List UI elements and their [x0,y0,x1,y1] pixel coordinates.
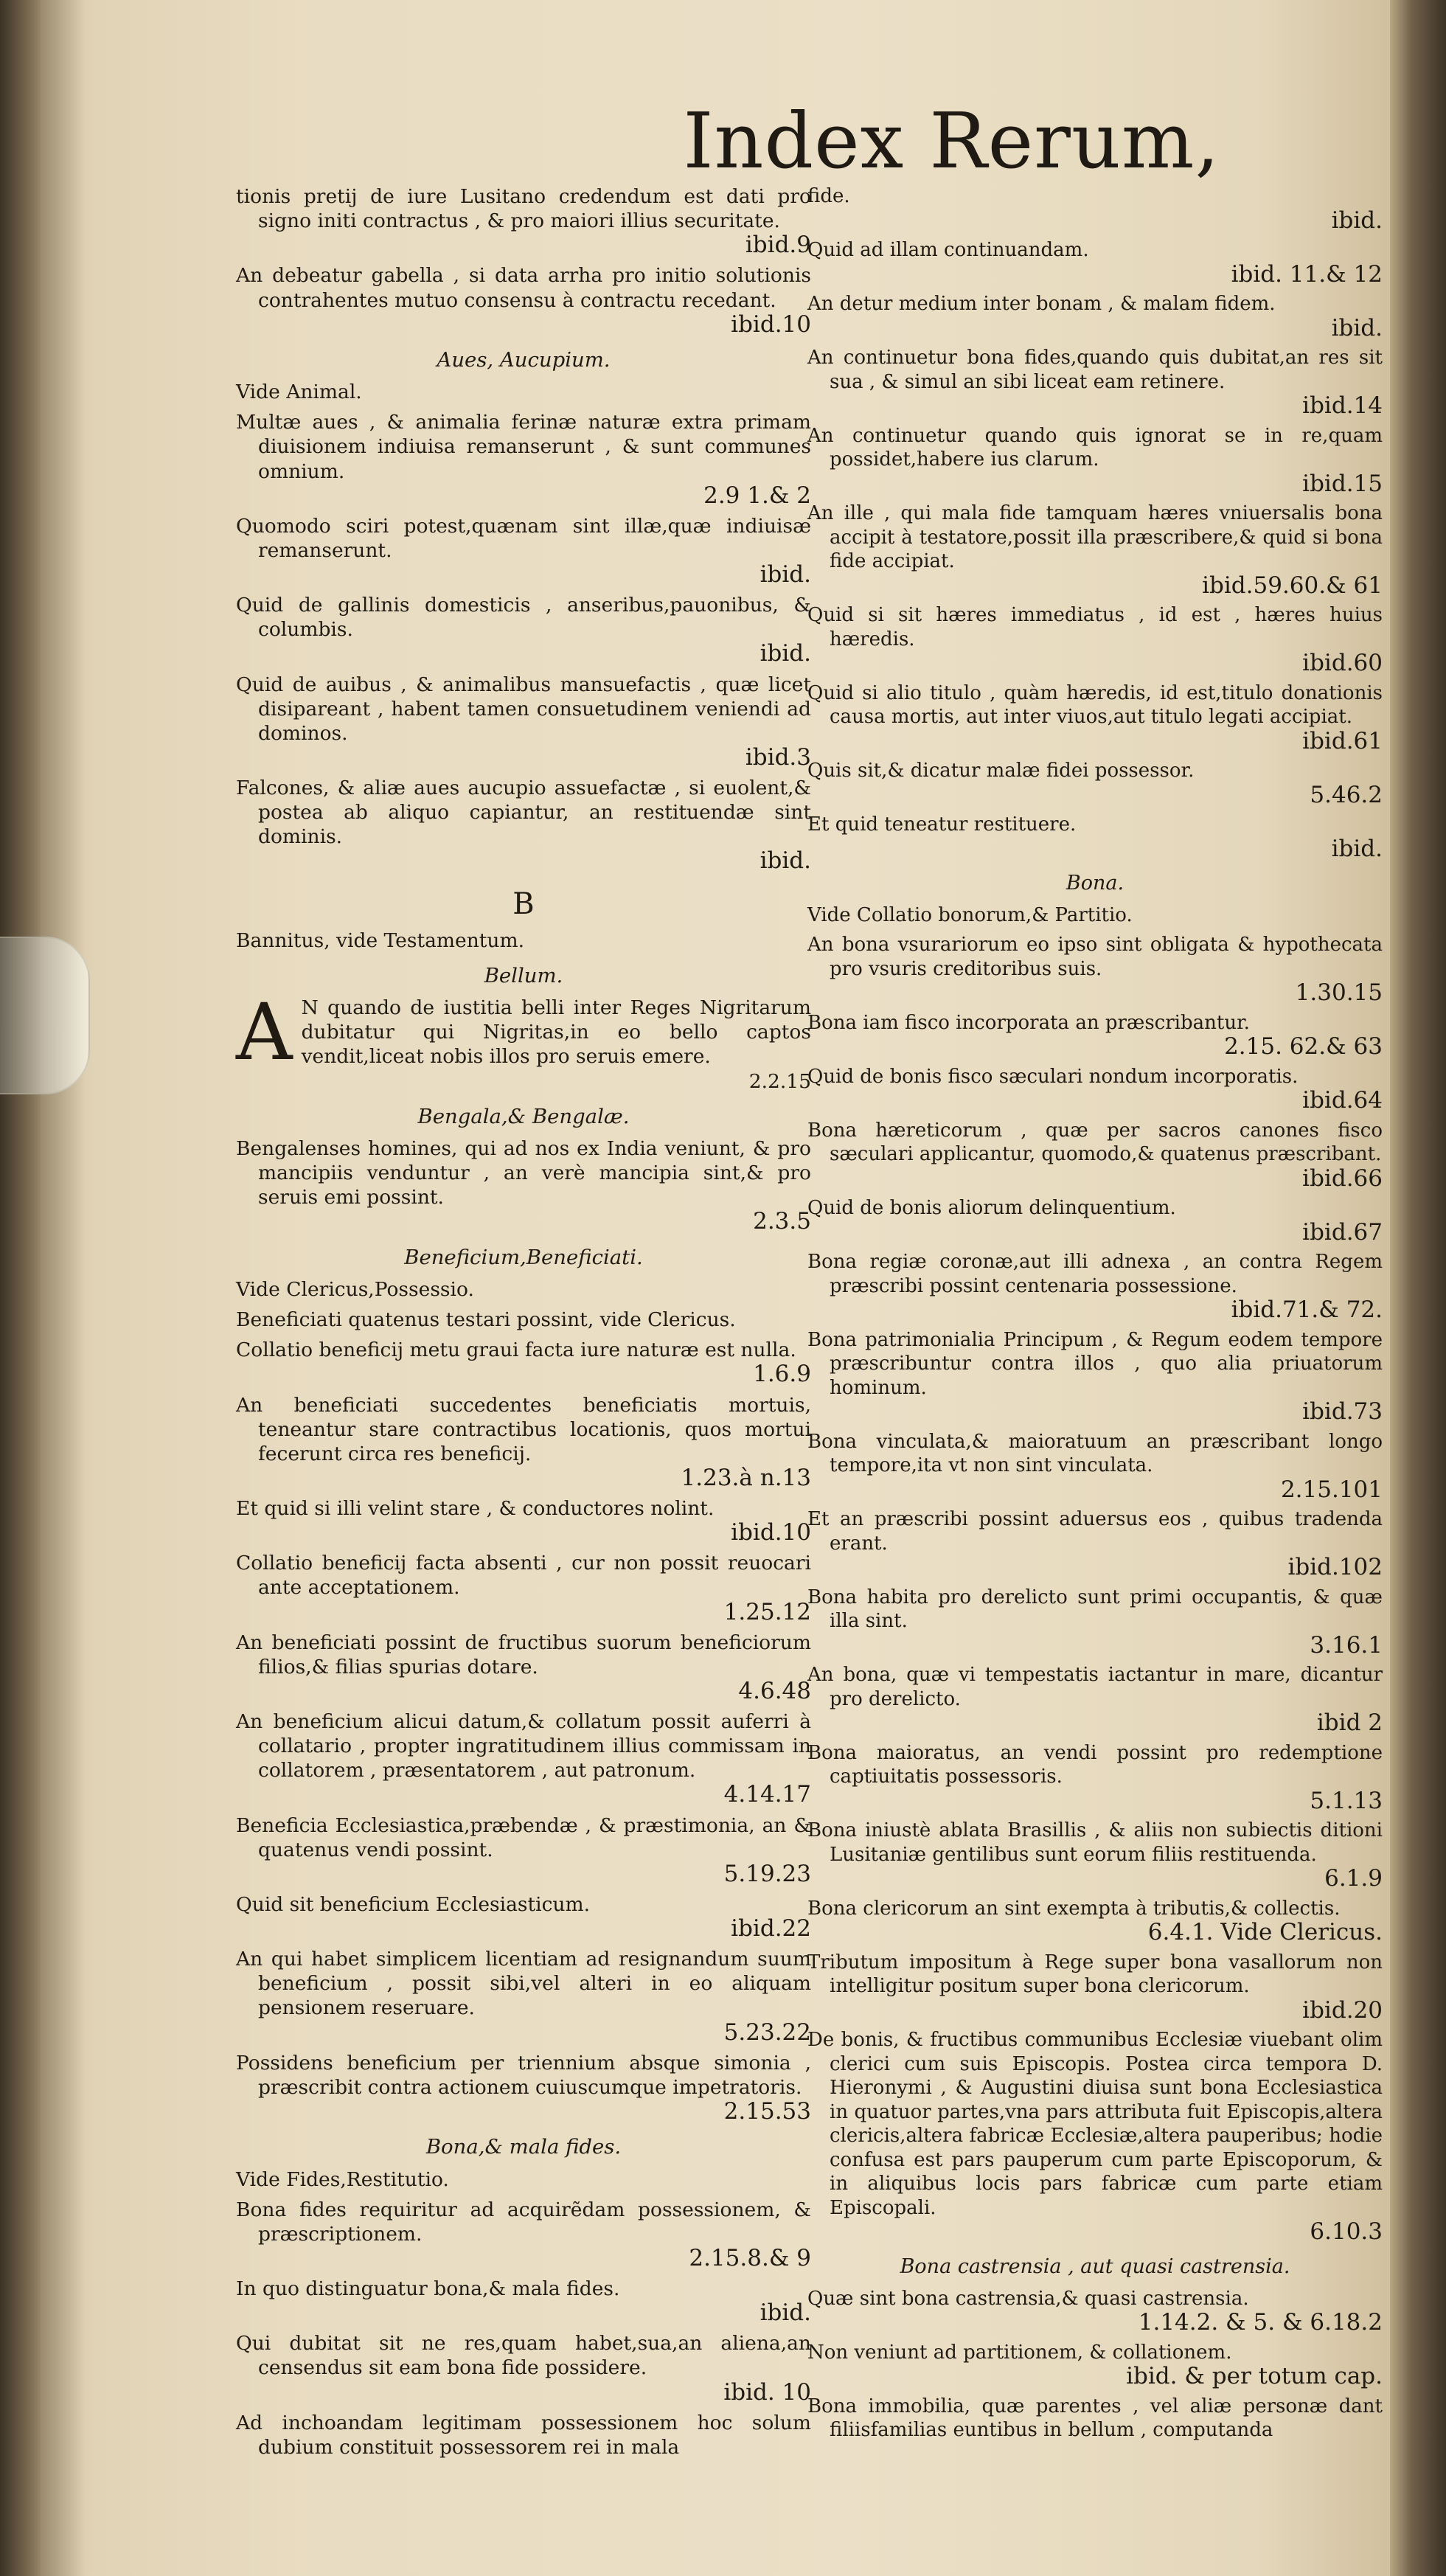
entry-text: Collatio beneficij facta absenti , cur non possit reuocari ante acceptationem. [236,1552,811,1600]
index-entry [807,501,1383,597]
index-entry [807,1897,1383,1945]
alphabet-letter: B [512,886,535,921]
index-entry [236,776,811,874]
entry-text: Quis sit,& dicatur malæ fidei possessor. [807,760,1195,782]
index-entry [236,593,811,666]
entry-reference: 2.15. 62.& 63 [1224,1033,1383,1060]
index-entry [807,1196,1383,1244]
entry-text: De bonis, & fructibus communibus Ecclesiæ viuebant olim clerici cum suis Episcopis. Postea circa tempora D. Hieronymi , & Augustini diuisa sunt bona Ecclesiastica in quatuor partes,vna pars attributa fuit Episcopis,altera clericis,altera fabricæ Ecclesiæ,altera pauperibus; hodie confusa est pars pauperum cum parte Episcoporum, & in aliquibus locis pars fabricæ cum parte etiam Episcopali. [807,2029,1383,2219]
entry-reference: ibid. [1331,835,1383,862]
index-entry [807,1819,1383,1891]
section-heading: Bona castrensia , aut quasi castrensia. [900,2254,1290,2278]
index-entry [236,1892,811,1941]
index-entry [807,1011,1383,1059]
entry-reference: ibid.10 [731,1519,811,1546]
entry-text: N quando de iustitia belli inter Reges Nigritarum dubitatur qui Nigritas,in eo bello captos vendit,liceat nobis illos pro seruis emere. [301,996,811,1069]
index-entry [807,603,1383,676]
entry-reference: ibid.66 [1302,1164,1383,1192]
entry-text: An debeatur gabella , si data arrha pro initio solutionis contrahentes mutuo consensu à contractu recedant. [236,264,811,312]
index-entry [807,346,1383,418]
entry-reference: ibid.14 [1302,392,1383,419]
entry-reference: 2.15.8.& 9 [689,2244,811,2271]
entry-text: Falcones, & aliæ aues aucupio assuefactæ , si euolent,& postea ab aliquo capiantur, an restituendæ sint dominis. [236,777,811,849]
page-fore-edge [1390,0,1446,2576]
entry-reference: ibid.102 [1287,1554,1383,1581]
entry-text: fide. [807,185,850,207]
index-entry [807,681,1383,754]
entry-text: Bona clericorum an sint exempta à tributis,& collectis. [807,1897,1341,1920]
entry-text: Beneficiati quatenus testari possint, vide Clericus. [236,1308,736,1332]
entry-text: Bona regiæ coronæ,aut illi adnexa , an contra Regem præscribi possint centenaria possessione. [807,1251,1383,1297]
entry-text: Bona iam fisco incorporata an præscribantur. [807,1011,1250,1034]
index-entry [236,2331,811,2404]
entry-reference: ibid. 10 [723,2378,811,2406]
entry-text: Et quid teneatur restituere. [807,813,1077,836]
entry-text: Bona habita pro derelicto sunt primi occupantis, & quæ illa sint. [807,1586,1383,1633]
entry-text: Multæ aues , & animalia ferinæ naturæ extra primam diuisionem indiuisa remanserunt , & sunt communes omnium. [236,411,811,483]
entry-reference: 1.14.2. & 5. & 6.18.2 [1138,2309,1383,2336]
page-clip [0,937,90,1094]
entry-text: Quid ad illam continuandam. [807,239,1089,261]
entry-text: Bona fides requiritur ad acquirẽdam possessionem, & præscriptionem. [236,2198,811,2246]
index-entry [807,2028,1383,2244]
entry-text: An detur medium inter bonam , & malam fidem. [807,293,1276,315]
entry-reference: ibid. [1331,206,1383,234]
entry-text: Quid de bonis aliorum delinquentium. [807,1197,1176,1220]
index-entry [807,292,1383,340]
index-entry [807,424,1383,496]
entry-text: An beneficium alicui datum,& collatum possit auferri à collatario , propter ingratitudinem illius commissam in collatorem , præsentatorem , aut patronum. [236,1710,811,1782]
index-entry [807,1119,1383,1191]
index-entry [807,1065,1383,1113]
entry-text: Ad inchoandam legitimam possessionem hoc solum dubium constituit possessorem rei in mala [236,2411,811,2459]
section-heading: Bengala,& Bengalæ. [417,1104,630,1128]
entry-reference: 1.25.12 [723,1598,811,1625]
entry-reference: 1.23.à n.13 [681,1464,811,1491]
entry-reference: ibid. [760,2299,811,2327]
index-column-right [807,184,1383,2448]
entry-reference: 2.2.15 [748,1069,811,1093]
index-entry [807,759,1383,807]
index-entry [236,184,811,257]
entry-text: Quid de auibus , & animalibus mansuefactis , quæ licet disipareant , habent tamen consuetudinem veniendi ad dominos. [236,673,811,745]
entry-reference: ibid. [760,847,811,875]
entry-text: Quid de gallinis domesticis , anseribus,pauonibus, & columbis. [236,594,811,642]
index-entry [807,1741,1383,1813]
entry-reference: 2.3.5 [753,1208,811,1235]
entry-text: Collatio beneficij metu graui facta iure naturæ est nulla. [236,1339,796,1362]
index-entry [236,263,811,336]
entry-reference: ibid. [760,640,811,667]
entry-text: Bona vinculata,& maioratuum an præscribant longo tempore,ita vt non sint vinculata. [807,1430,1383,1477]
cross-reference: Bannitus, vide Testamentum. [236,928,525,952]
entry-reference: ibid.60 [1302,650,1383,676]
index-entry [807,2341,1383,2389]
entry-reference: ibid.3 [745,743,811,771]
entry-text: An qui habet simplicem licentiam ad resignandum suum beneficium , possit sibi,vel alteri in eo aliquam pensionem reseruare. [236,1948,811,2020]
entry-reference: ibid. 11.& 12 [1231,260,1383,288]
entry-text: Et an præscribi possint aduersus eos , quibus tradenda erant. [807,1508,1383,1555]
entry-reference: 5.1.13 [1310,1787,1383,1814]
entry-text: Quid si sit hæres immediatus , id est , hæres huius hæredis. [807,604,1383,650]
index-entry [236,1496,811,1545]
index-entry [807,933,1383,1005]
index-entry [236,2411,811,2459]
entry-reference: ibid.64 [1302,1087,1383,1114]
entry-text: Qui dubitat sit ne res,quam habet,sua,an aliena,an censendus sit eam bona fide possidere. [236,2332,811,2380]
entry-reference: 4.6.48 [738,1677,811,1704]
entry-text: Bona iniustè ablata Brasillis , & aliis non subiectis ditioni Lusitaniæ gentilibus sunt eorum filiis restituenda. [807,1819,1383,1866]
index-entry [807,184,1383,232]
drop-cap-letter: A [236,987,293,1078]
index-entry [807,2395,1383,2443]
section-heading: Bona. [1066,872,1125,895]
index-entry [807,1430,1383,1502]
entry-text: Non veniunt ad partitionem, & collationem. [807,2341,1232,2364]
index-entry [236,1947,811,2045]
entry-reference: ibid 2 [1316,1709,1383,1737]
entry-text: In quo distinguatur bona,& mala fides. [236,2277,620,2301]
entry-reference: 2.15.53 [723,2097,811,2125]
index-entry [236,1631,811,1704]
entry-text: Et quid si illi velint stare , & conductores nolint. [236,1497,715,1521]
entry-reference: ibid. [760,561,811,589]
entry-reference: ibid.10 [731,310,811,338]
entry-reference: 1.30.15 [1295,979,1383,1007]
index-entry [236,987,811,1094]
index-entry [807,1507,1383,1580]
entry-reference: 5.19.23 [723,1860,811,1887]
section-heading: Bellum. [484,963,563,987]
entry-reference: 3.16.1 [1310,1631,1383,1659]
entry-reference: ibid.59.60.& 61 [1202,572,1383,599]
entry-text: Quid si alio titulo , quàm hæredis, id est,titulo donationis causa mortis, aut inter viuos,aut titulo legati accipiat. [807,681,1383,728]
entry-reference: 6.1.9 [1324,1865,1383,1892]
page-header [0,96,1446,186]
entry-reference: ibid. [1331,314,1383,341]
index-column-left [236,184,811,2465]
cross-reference: Vide Clericus,Possessio. [236,1278,474,1302]
entry-text: An continuetur bona fides,quando quis dubitat,an res sit sua , & simul an sibi liceat eam retinere. [807,347,1383,393]
index-entry [807,1586,1383,1658]
entry-text: Quid de bonis fisco sæculari nondum incorporatis. [807,1065,1299,1088]
gutter-shadow [41,0,85,2576]
entry-text: Quid sit beneficium Ecclesiasticum. [236,1892,591,1916]
index-entry [807,1250,1383,1322]
entry-reference: ibid.71.& 72. [1231,1296,1383,1324]
index-entry [236,1709,811,1808]
entry-text: An ille , qui mala fide tamquam hæres vniuersalis bona accipit à testatore,possit illa præscribere,& quid si bona fide accipiat. [807,502,1383,572]
entry-text: An bona, quæ vi tempestatis iactantur in mare, dicantur pro derelicto. [807,1664,1383,1710]
index-entry [807,1663,1383,1735]
entry-text: Bona immobilia, quæ parentes , vel aliæ personæ dant filiisfamilias euntibus in bellum , computanda [807,2395,1383,2442]
entry-text: An bona vsurariorum eo ipso sint obligata & hypothecata pro vsuris creditoribus suis. [807,934,1383,980]
index-entry [807,1328,1383,1424]
entry-reference: ibid.22 [731,1915,811,1943]
index-entry [236,2277,811,2325]
entry-reference: ibid.61 [1302,727,1383,754]
page-title: Index Rerum, [683,96,1220,186]
entry-text: An beneficiati possint de fructibus suorum beneficiorum filios,& filias spurias dotare. [236,1631,811,1678]
index-entry [236,673,811,771]
section-heading: Aues, Aucupium. [437,347,611,372]
entry-reference: ibid. & per totum cap. [1126,2363,1383,2390]
entry-reference: 5.23.22 [723,2018,811,2046]
cross-reference: Vide Animal. [236,381,362,404]
entry-reference: ibid.67 [1302,1218,1383,1246]
entry-reference: ibid.20 [1302,1996,1383,2024]
index-entry [236,2051,811,2124]
index-entry [236,1551,811,1624]
entry-text: An beneficiati succedentes beneficiatis mortuis, teneantur stare contractibus locationis, quos mortui fecerunt circa res beneficij. [236,1393,811,1465]
index-entry [236,1393,811,1491]
index-entry [807,238,1383,286]
section-heading: Bona,& mala fides. [425,2135,622,2159]
index-entry [236,514,811,587]
entry-text: Bona patrimonialia Principum , & Regum eodem tempore præscribuntur contra illos , quo alia priuatorum hominum. [807,1328,1383,1399]
entry-text: Beneficia Ecclesiastica,præbendæ , & præstimonia, an & quatenus vendi possint. [236,1813,811,1861]
index-entry [236,2198,811,2271]
entry-text: Bona maioratus, an vendi possint pro redemptione captiuitatis possessoris. [807,1741,1383,1788]
section-heading: Beneficium,Beneficiati. [404,1245,643,1269]
entry-text: Quomodo sciri potest,quænam sint illæ,quæ indiuisæ remanserunt. [236,514,811,562]
index-entry [807,2287,1383,2335]
entry-reference: 2.9 1.& 2 [703,482,811,509]
entry-reference: 6.10.3 [1310,2218,1383,2246]
entry-reference: ibid.15 [1302,470,1383,497]
entry-text: Tributum impositum à Rege super bona vasallorum non intelligitur positum super bona clericorum. [807,1951,1383,1998]
entry-text: Bona hæreticorum , quæ per sacros canones fisco sæculari applicantur, quomodo,& quatenus præscribant. [807,1119,1383,1166]
index-entry [236,410,811,508]
entry-reference: 6.4.1. Vide Clericus. [1147,1919,1383,1946]
entry-reference: ibid.73 [1302,1398,1383,1426]
index-entry [236,1136,811,1235]
index-entry [236,1338,811,1386]
index-entry [807,1951,1383,2023]
entry-text: tionis pretij de iure Lusitano credendum est dati pro signo initi contractus , & pro maiori illius securitate. [236,185,811,233]
entry-text: Possidens beneficium per triennium absque simonia , præscribit contra actionem cuiuscumque impetratoris. [236,2051,811,2099]
entry-text: An continuetur quando quis ignorat se in re,quam possidet,habere ius clarum. [807,424,1383,471]
entry-text: Bengalenses homines, qui ad nos ex India veniunt, & pro mancipiis venduntur , an verè mancipia sint,& pro seruis emi possint. [236,1137,811,1209]
index-entry [236,1308,811,1332]
entry-reference: ibid.9 [745,232,811,259]
entry-reference: 4.14.17 [723,1781,811,1808]
cross-reference: Vide Collatio bonorum,& Partitio. [807,903,1133,926]
entry-reference: 5.46.2 [1310,781,1383,808]
entry-text: Quæ sint bona castrensia,& quasi castrensia. [807,2287,1249,2310]
index-entry [236,1813,811,1886]
index-entry [807,813,1383,861]
entry-reference: 1.6.9 [753,1361,811,1388]
entry-reference: 2.15.101 [1280,1476,1383,1503]
cross-reference: Vide Fides,Restitutio. [236,2167,449,2191]
